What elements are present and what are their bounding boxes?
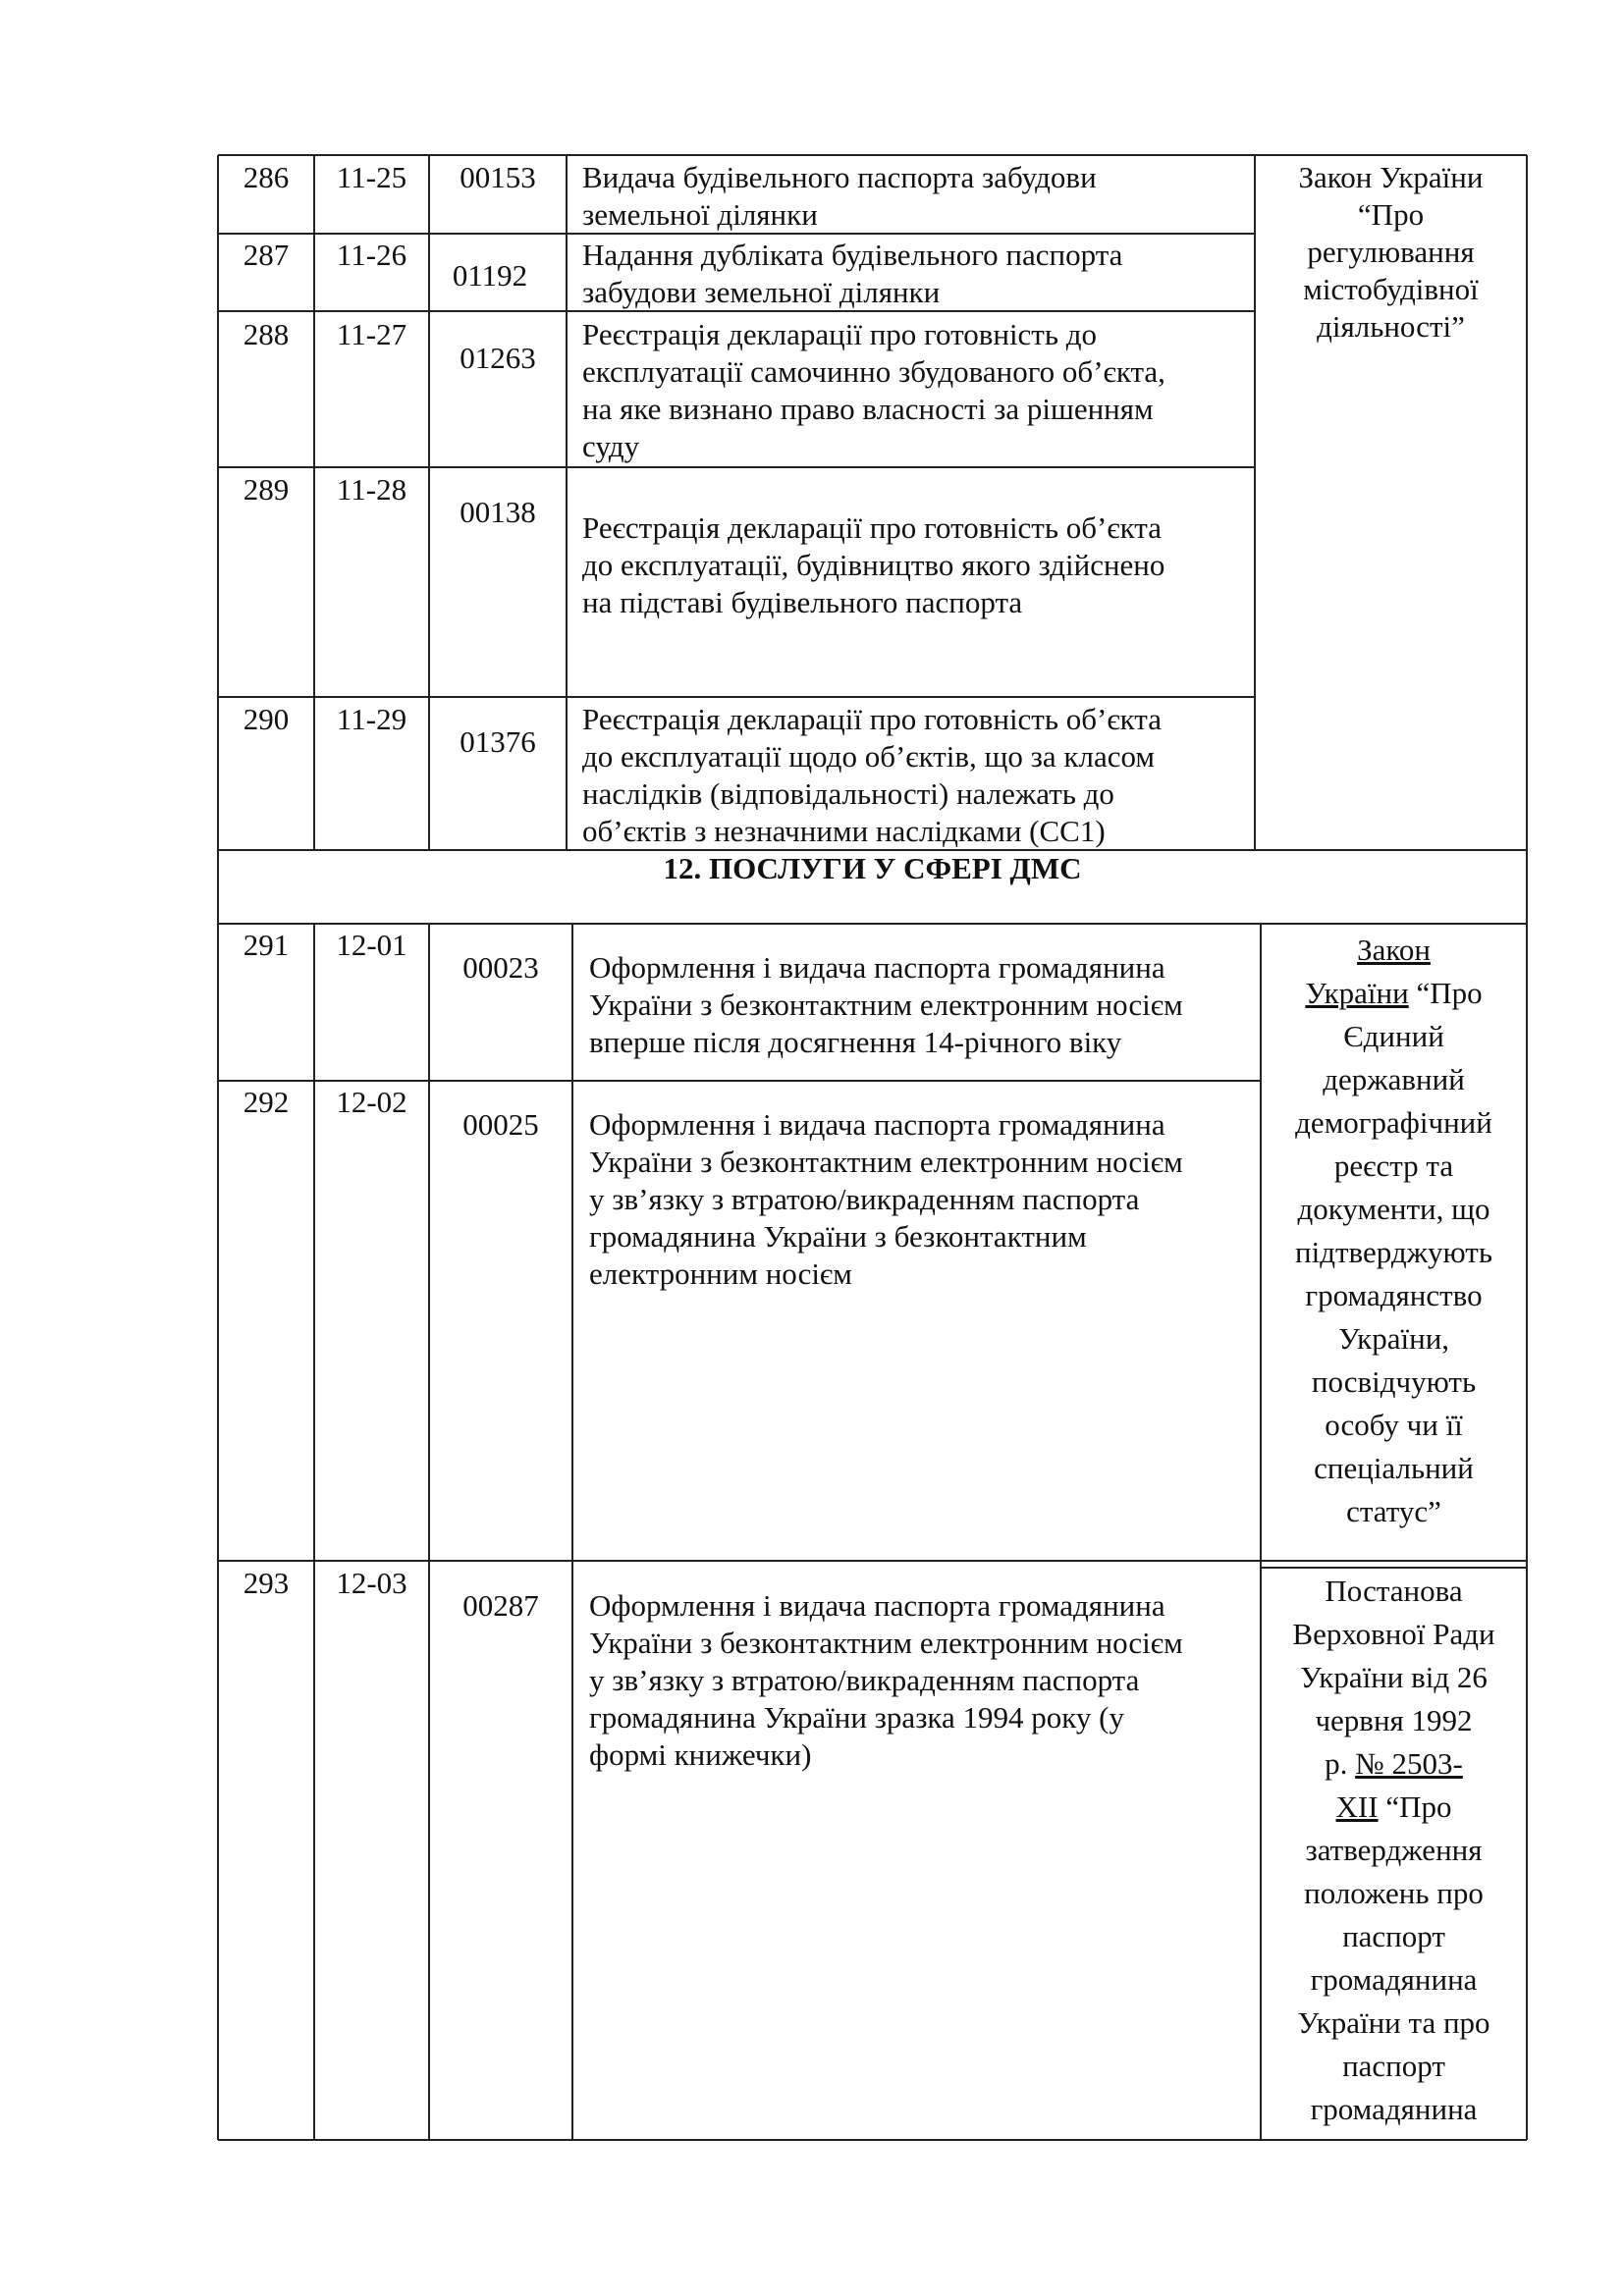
service-description: Реєстрація декларації про готовність об’єкта до експлуатації щодо об’єктів, що за класом наслідків (відповідальності) належать до об’єктів з незначними наслідками (СС1) <box>582 702 1162 848</box>
law-link[interactable]: Закон <box>1357 933 1431 967</box>
row-number: 289 <box>243 472 290 507</box>
legal-basis-resolution <box>1261 1570 1527 2131</box>
service-code: 01263 <box>460 341 536 375</box>
resolution-text: “Про затвердження положень про паспорт громадянина України та про паспорт громадянина <box>1297 1789 1490 2126</box>
service-code: 00287 <box>462 1588 539 1623</box>
row-number: 290 <box>243 702 290 736</box>
row-number: 291 <box>243 928 290 962</box>
law-link[interactable]: України <box>1305 976 1409 1010</box>
legal-basis-urban-planning: Закон України “Про регулювання містобудівної діяльності” <box>1298 160 1484 344</box>
service-description: Видача будівельного паспорта забудови земельної ділянки <box>582 160 1097 232</box>
service-code: 00023 <box>462 950 539 985</box>
service-index: 11-28 <box>336 472 407 507</box>
service-index: 11-26 <box>336 238 407 272</box>
row-number: 292 <box>243 1085 290 1119</box>
service-description: Оформлення і видача паспорта громадянина України з безконтактним електронним носієм у зв’язку з втратою/викраденням паспорта громадянина України з безконтактним електронним носієм <box>589 1107 1183 1291</box>
service-code: 00025 <box>462 1107 539 1142</box>
row-number: 288 <box>243 317 290 351</box>
service-index: 12-01 <box>336 928 407 962</box>
service-description: Реєстрація декларації про готовність об’єкта до експлуатації, будівництво якого здійснено на підставі будівельного паспорта <box>582 510 1165 619</box>
row-number: 286 <box>243 160 290 194</box>
resolution-link[interactable]: XII <box>1335 1789 1379 1824</box>
service-code: 00153 <box>460 160 536 194</box>
service-description: Надання дубліката будівельного паспорта забудови земельної ділянки <box>582 238 1123 309</box>
service-code: 00138 <box>460 495 536 529</box>
legal-basis-demographic-register <box>1261 929 1527 1533</box>
resolution-link[interactable]: № 2503- <box>1355 1746 1463 1781</box>
law-text: Єдиний державний демографічний реєстр та документи, що підтверджують громадянство України, посвідчують особу чи її спеціальний статус” <box>1295 1019 1492 1528</box>
section-heading: 12. ПОСЛУГИ У СФЕРІ ДМС <box>663 851 1082 885</box>
service-index: 11-29 <box>336 702 407 736</box>
service-description: Оформлення і видача паспорта громадянина України з безконтактним електронним носієм вперше після досягнення 14-річного віку <box>589 950 1183 1059</box>
service-index: 12-03 <box>336 1566 407 1600</box>
service-description: Оформлення і видача паспорта громадянина України з безконтактним електронним носієм у зв’язку з втратою/викраденням паспорта громадянина України зразка 1994 року (у формі книжечки) <box>589 1588 1183 1772</box>
service-index: 11-27 <box>336 317 407 351</box>
row-number: 293 <box>243 1566 290 1600</box>
service-code: 01192 <box>452 258 528 293</box>
resolution-text: Постанова Верховної Ради України від 26 червня 1992 р. <box>1292 1574 1495 1781</box>
row-number: 287 <box>243 238 290 272</box>
law-text: “Про <box>1408 976 1483 1010</box>
service-index: 11-25 <box>336 160 407 194</box>
service-code: 01376 <box>460 724 536 759</box>
service-index: 12-02 <box>336 1085 407 1119</box>
service-description: Реєстрація декларації про готовність до експлуатації самочинно збудованого об’єкта, на яке визнано право власності за рішенням суду <box>582 317 1165 463</box>
